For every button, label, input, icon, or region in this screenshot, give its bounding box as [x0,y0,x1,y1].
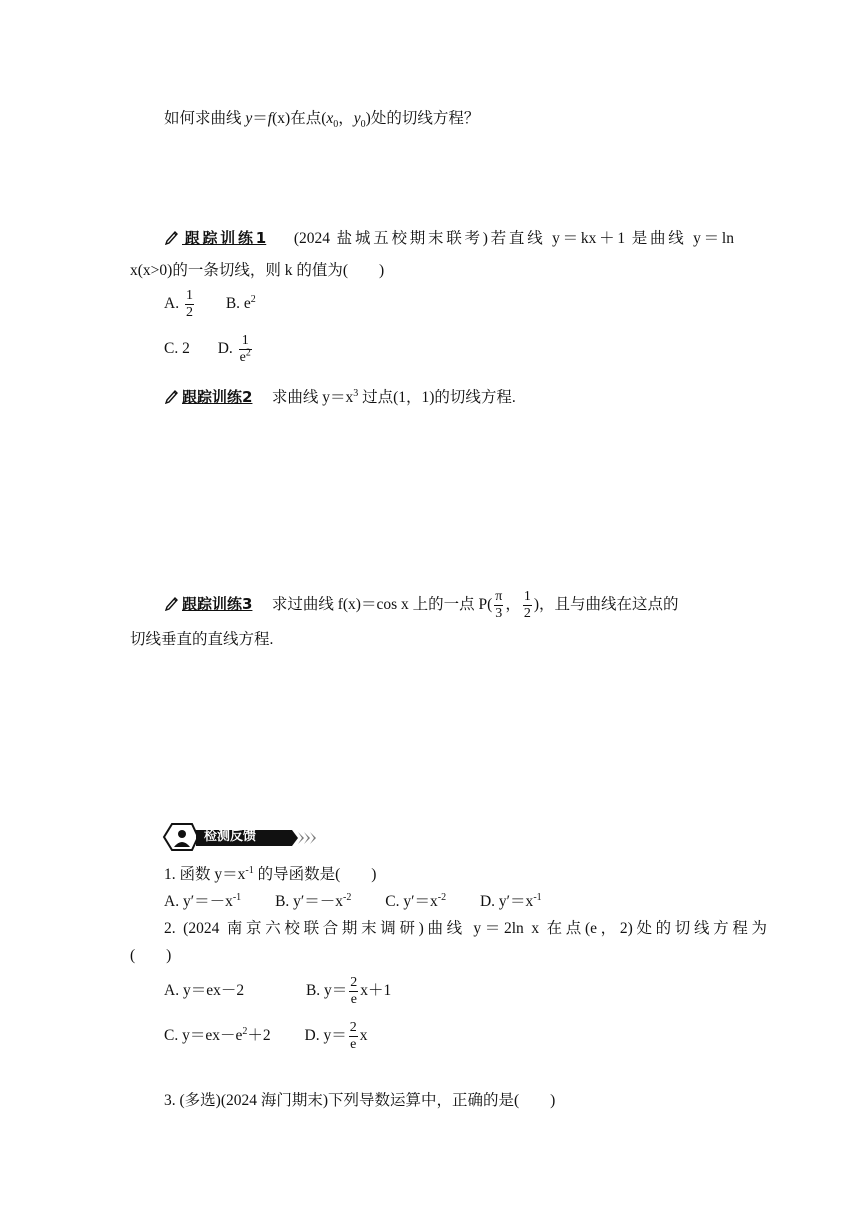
q2-option-c: C. y＝ex－e [164,1027,243,1045]
q1-text: 1. 函数 y＝x [164,866,246,883]
q2-option-b: B. y＝ [305,982,348,1000]
q-mid: 在点( [290,110,327,127]
section-header [158,820,328,854]
q2-option-b-post: x＋1 [360,982,392,1000]
q-func: f [267,110,273,127]
q1-options: A. $y'=-x^{-1}$ B. $y'=-x^{-2}$ C. $y'=x^{-2}$ D. $y'=x^{-1}$ [164,891,542,910]
q1-sup: -1 [245,864,254,876]
exercise-3-text: 求过曲线 f(x)＝cos x 上的一点 P( [271,596,493,614]
exercise-3-line1 [164,589,679,622]
exercise-3-comma: ， [505,596,521,614]
q2-option-c-post: ＋2 [247,1027,271,1045]
option-a-label: A. [164,295,180,313]
exercise-1-options-cd [164,333,254,366]
q2-option-a: A. y＝ex－2 [164,982,245,1000]
pencil-icon [164,388,180,410]
q-sub0: 0 [333,119,339,131]
exercise-1-options-ab [164,288,256,321]
exercise-2 [164,388,516,410]
section-title: 检测反馈 [204,829,257,844]
q-post: )处的切线方程？ [365,110,480,127]
q2-options-ab [164,975,391,1008]
option-c-label: C. 2 [164,340,190,358]
exercise-3-line2: 切线垂直的直线方程. [130,631,274,648]
q1-option-b: B. y′＝－x [275,893,344,910]
q-x0: x [326,110,334,127]
q-comma: ， [338,110,354,127]
exercise-2-sup: 3 [353,387,359,399]
fraction-1-2: $\frac{1}{2}$ [523,589,531,622]
fraction-pi-3: $\frac{\pi}{3}$ [495,589,503,622]
tracking-label-1: 跟踪训练1 [182,229,267,247]
tracking-label-3: 跟踪训练3 [182,595,253,614]
option-d-label: D. [217,340,233,358]
pencil-icon [164,595,180,617]
option-b-sup: 2 [250,294,256,305]
exercise-2-text: 求曲线 y＝x [271,389,354,406]
q-var: y [245,110,253,127]
q2-option-d-fraction: $\frac{2}{e}$ [349,1020,357,1053]
q2-options-cd: C. $y=ex-e^2+2$ D. y＝ $\frac{2}{e}$ x [164,1020,368,1053]
q1-option-c: C. y′＝x [385,893,438,910]
q3-stem: 3. (多选)(2024 海门期末)下列导数运算中，正确的是( ) [164,1092,556,1109]
exercise-3-post: )，且与曲线在这点的 [533,596,679,614]
exercise-1-text: (2024 盐城五校期末联考)若直线 y＝kx＋1 是曲线 y＝ln [293,230,734,247]
exercise-2-post: 过点(1，1)的切线方程. [358,389,516,406]
intro-question [164,110,479,129]
exercise-1-line1 [164,229,734,251]
q2-stem: 2. (2024 南京六校联合期末调研)曲线 y＝2ln x 在点(e，2)处的切线方程为 [164,920,767,937]
q2-option-d-post: x [359,1027,368,1045]
q-sub1: 0 [360,119,366,131]
q-text: 如何求曲线 [164,110,246,127]
q-y0: y [353,110,361,127]
tracking-label-2: 跟踪训练2 [182,388,253,406]
q1-option-a: A. y′＝－x [164,893,233,910]
q-arg: (x) [272,110,291,127]
q2-stem-paren: ( ) [130,947,172,964]
option-b-label: B. e [225,295,251,313]
q1-option-d: D. y′＝x [479,893,534,910]
q2-option-d: D. y＝ [304,1027,347,1045]
q2-option-b-fraction: $\frac{2}{e}$ [350,975,358,1008]
q1-stem [164,866,376,885]
option-a-fraction: $\frac{1}{2}$ [185,288,193,321]
pencil-icon [164,229,180,251]
q1-post: 的导函数是( ) [253,866,377,883]
exercise-1-line2: x(x>0)的一条切线，则 k 的值为( ) [130,262,385,279]
option-d-fraction: $\frac{1}{e^2}$ [239,333,251,366]
q-eq: ＝ [252,110,268,127]
